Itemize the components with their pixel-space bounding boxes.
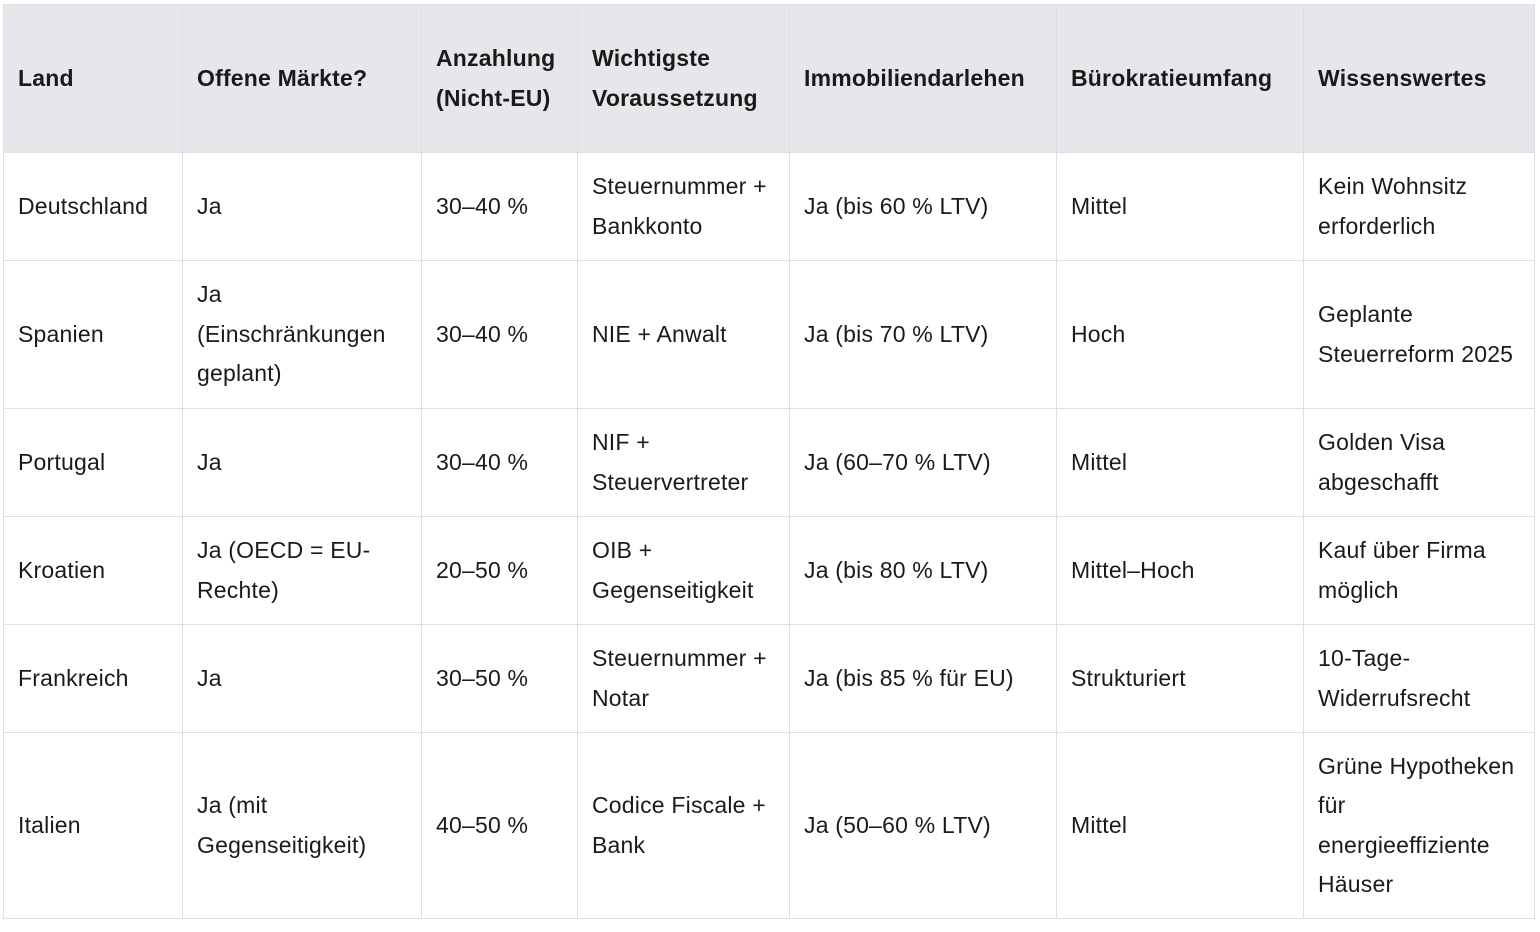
cell-voraussetzung: OIB + Gegenseitigkeit	[578, 517, 790, 625]
cell-land: Kroatien	[4, 517, 183, 625]
cell-buerokratieumfang: Mittel	[1057, 153, 1304, 261]
country-comparison-table	[3, 4, 1535, 919]
header-wissenswertes: Wissenswertes	[1304, 5, 1535, 153]
header-offene-maerkte: Offene Märkte?	[183, 5, 422, 153]
comparison-table-container	[3, 4, 1534, 919]
cell-voraussetzung: Codice Fiscale + Bank	[578, 733, 790, 919]
table-row	[4, 261, 1535, 409]
cell-offene-maerkte: Ja (Einschränkungen geplant)	[183, 261, 422, 409]
cell-wissenswertes: Geplante Steuerreform 2025	[1304, 261, 1535, 409]
table-row	[4, 409, 1535, 517]
cell-anzahlung: 30–40 %	[422, 409, 578, 517]
cell-offene-maerkte: Ja (OECD = EU-Rechte)	[183, 517, 422, 625]
header-voraussetzung: Wichtigste Voraussetzung	[578, 5, 790, 153]
cell-immobiliendarlehen: Ja (bis 80 % LTV)	[790, 517, 1057, 625]
cell-anzahlung: 40–50 %	[422, 733, 578, 919]
cell-buerokratieumfang: Mittel–Hoch	[1057, 517, 1304, 625]
cell-offene-maerkte: Ja	[183, 409, 422, 517]
cell-anzahlung: 30–40 %	[422, 153, 578, 261]
cell-immobiliendarlehen: Ja (bis 70 % LTV)	[790, 261, 1057, 409]
cell-anzahlung: 30–40 %	[422, 261, 578, 409]
cell-wissenswertes: Grüne Hypotheken für energieeffiziente Häuser	[1304, 733, 1535, 919]
cell-immobiliendarlehen: Ja (50–60 % LTV)	[790, 733, 1057, 919]
cell-immobiliendarlehen: Ja (bis 85 % für EU)	[790, 625, 1057, 733]
cell-wissenswertes: Kein Wohnsitz erforderlich	[1304, 153, 1535, 261]
header-land: Land	[4, 5, 183, 153]
cell-land: Italien	[4, 733, 183, 919]
header-buerokratieumfang: Bürokratieumfang	[1057, 5, 1304, 153]
cell-buerokratieumfang: Strukturiert	[1057, 625, 1304, 733]
cell-voraussetzung: NIE + Anwalt	[578, 261, 790, 409]
header-immobiliendarlehen: Immobiliendarlehen	[790, 5, 1057, 153]
cell-offene-maerkte: Ja	[183, 153, 422, 261]
table-header-row	[4, 5, 1535, 153]
cell-voraussetzung: Steuernummer + Notar	[578, 625, 790, 733]
cell-immobiliendarlehen: Ja (bis 60 % LTV)	[790, 153, 1057, 261]
cell-anzahlung: 30–50 %	[422, 625, 578, 733]
table-row	[4, 153, 1535, 261]
cell-land: Spanien	[4, 261, 183, 409]
cell-buerokratieumfang: Mittel	[1057, 409, 1304, 517]
cell-voraussetzung: Steuernummer + Bankkonto	[578, 153, 790, 261]
cell-land: Frankreich	[4, 625, 183, 733]
cell-immobiliendarlehen: Ja (60–70 % LTV)	[790, 409, 1057, 517]
cell-wissenswertes: Golden Visa abgeschafft	[1304, 409, 1535, 517]
header-anzahlung: Anzahlung (Nicht-EU)	[422, 5, 578, 153]
cell-wissenswertes: Kauf über Firma möglich	[1304, 517, 1535, 625]
cell-offene-maerkte: Ja (mit Gegenseitigkeit)	[183, 733, 422, 919]
cell-buerokratieumfang: Hoch	[1057, 261, 1304, 409]
cell-wissenswertes: 10-Tage-Widerrufsrecht	[1304, 625, 1535, 733]
table-row	[4, 517, 1535, 625]
cell-land: Portugal	[4, 409, 183, 517]
cell-offene-maerkte: Ja	[183, 625, 422, 733]
table-row	[4, 733, 1535, 919]
cell-voraussetzung: NIF + Steuervertreter	[578, 409, 790, 517]
cell-buerokratieumfang: Mittel	[1057, 733, 1304, 919]
cell-anzahlung: 20–50 %	[422, 517, 578, 625]
cell-land: Deutschland	[4, 153, 183, 261]
table-row	[4, 625, 1535, 733]
